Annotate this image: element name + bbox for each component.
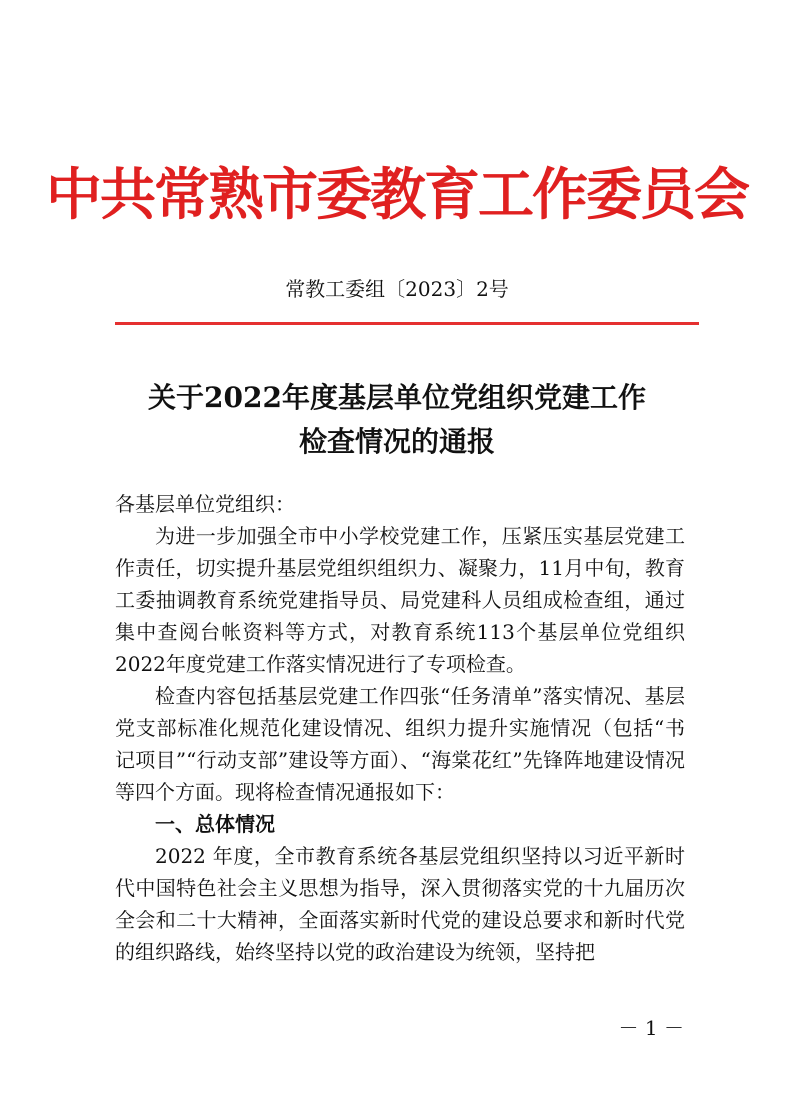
paragraph-3: 2022 年度，全市教育系统各基层党组织坚持以习近平新时代中国特色社会主义思想为指导，深入贯彻落实党的十九届历次全会和二十大精神，全面落实新时代党的建设总要求和新时代党的组织路线，始终坚持以党的政治建设为统领，坚持把 — [115, 844, 685, 964]
salutation: 各基层单位党组织： — [115, 492, 295, 516]
title-line-1: 关于2022年度基层单位党组织党建工作 — [148, 381, 646, 414]
red-divider-line — [115, 322, 699, 325]
paragraph-1: 为进一步加强全市中小学校党建工作，压紧压实基层党建工作责任，切实提升基层党组织组织力、凝聚力，11月中旬，教育工委抽调教育系统党建指导员、局党建科人员组成检查组，通过集中查阅台帐资料等方式，对教育系统113个基层单位党组织2022年度党建工作落实情况进行了专项检查。 — [115, 524, 685, 676]
paragraph-2: 检查内容包括基层党建工作四张“任务清单”落实情况、基层党支部标准化规范化建设情况、组织力提升实施情况（包括“书记项目”“行动支部”建设等方面）、“海棠花红”先锋阵地建设情况等四个方面。现将检查情况通报如下： — [115, 684, 685, 804]
title-line-2: 检查情况的通报 — [298, 425, 495, 458]
section-heading-overall: 一、总体情况 — [155, 812, 275, 836]
issuing-organization-header: 中共常熟市委教育工作委员会 — [46, 162, 748, 228]
document-body — [115, 488, 685, 968]
page-number: － 1 － — [618, 1016, 684, 1040]
document-number: 常教工委组〔2023〕2号 — [285, 277, 509, 301]
document-title — [0, 376, 794, 464]
